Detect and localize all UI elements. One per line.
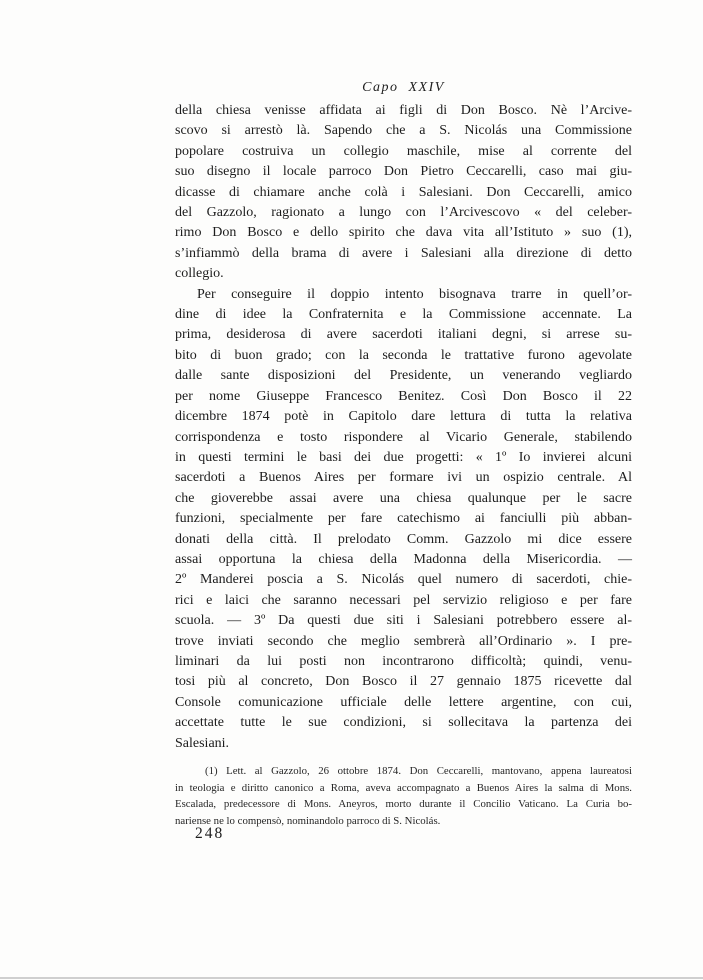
body-text-line: del Gazzolo, ragionato a lungo con l’Arcivescovo « del celeber- [175, 205, 632, 221]
body-text-line: tosi più al concreto, Don Bosco il 27 gennaio 1875 ricevette dal [175, 674, 632, 690]
body-text-line: funzioni, specialmente per fare catechismo ai fanciulli più abban- [175, 511, 632, 527]
body-text-line: rimo Don Bosco e dello spirito che dava vita all’Istituto » suo (1), [175, 225, 632, 241]
footnote-line: nariense ne lo compensò, nominandolo parroco di S. Nicolás. [175, 814, 441, 827]
body-text [175, 101, 632, 754]
body-text-line: in questi termini le basi dei due progetti: « 1º Io invierei alcuni [175, 449, 632, 465]
body-text-line: liminari da lui posti non incontrarono difficoltà; quindi, venu- [175, 653, 632, 669]
footnote [175, 763, 632, 829]
body-text-line: suo disegno il locale parroco Don Pietro Ceccarelli, caso mai giu- [175, 164, 632, 180]
body-text-line: dine di idee la Confraternita e la Commissione accennate. La [175, 307, 632, 323]
body-text-line: Per conseguire il doppio intento bisognava trarre in quell’or- [197, 286, 632, 302]
body-text-line: dicasse di chiamare anche colà i Salesiani. Don Ceccarelli, amico [175, 184, 632, 200]
body-text-line: scovo si arrestò là. Sapendo che a S. Nicolás una Commissione [175, 123, 632, 139]
body-text-line: s’infiammò della brama di avere i Salesiani alla direzione di detto [175, 245, 632, 261]
body-text-line: che gioverebbe assai avere una chiesa qualunque per le sacre [175, 490, 632, 506]
body-text-line: Console comunicazione ufficiale delle lettere argentine, con cui, [175, 694, 632, 710]
footnote-line: in teologia e diritto canonico a Roma, aveva accompagnato a Buenos Aires la salma di Mons. [175, 781, 632, 794]
body-text-line: corrispondenza e tosto rispondere al Vicario Generale, stabilendo [175, 429, 632, 445]
body-text-line: trove inviati secondo che meglio sembrerà all’Ordinario ». I pre- [175, 633, 632, 649]
body-text-line: per nome Giuseppe Francesco Benitez. Così Don Bosco il 22 [175, 388, 632, 404]
scan-edge-line [0, 977, 703, 979]
body-text-line: scuola. — 3º Da questi due siti i Salesiani potrebbero essere al- [175, 613, 632, 629]
body-text-line: collegio. [175, 266, 224, 282]
running-header: Capo XXIV [362, 80, 445, 95]
body-text-line: donati della città. Il prelodato Comm. Gazzolo mi dice essere [175, 531, 632, 547]
footnote-line: Escalada, predecessore di Mons. Aneyros, morto durante il Concilio Vaticano. La Curia bo- [175, 798, 632, 811]
body-text-line: prima, desiderosa di avere sacerdoti italiani degni, si arrese su- [175, 327, 632, 343]
body-text-line: accettate tutte le sue condizioni, si sollecitava la partenza dei [175, 715, 632, 731]
page-number: 248 [195, 825, 225, 842]
body-text-line: bito di buon grado; con la seconda le trattative furono agevolate [175, 347, 632, 363]
body-text-line: popolare costruiva un collegio maschile, mise al corrente del [175, 143, 632, 159]
body-text-line: assai opportuna la chiesa della Madonna della Misericordia. — [175, 551, 632, 567]
body-text-line: della chiesa venisse affidata ai figli di Don Bosco. Nè l’Arcive- [175, 103, 632, 118]
body-text-line: rici e laici che saranno necessari pel servizio religioso e per fare [175, 592, 632, 608]
body-text-line: dalle sante disposizioni del Presidente, un venerando vegliardo [175, 368, 632, 384]
footnote-line: (1) Lett. al Gazzolo, 26 ottobre 1874. Don Ceccarelli, mantovano, appena laureatosi [205, 765, 632, 777]
body-text-line: Salesiani. [175, 735, 230, 751]
body-text-line: 2º Manderei poscia a S. Nicolás quel numero di sacerdoti, chie- [175, 572, 632, 588]
body-text-line: dicembre 1874 potè in Capitolo dare lettura di tutta la relativa [175, 409, 632, 425]
body-text-line: sacerdoti a Buenos Aires per formare ivi un ospizio centrale. Al [175, 470, 632, 486]
